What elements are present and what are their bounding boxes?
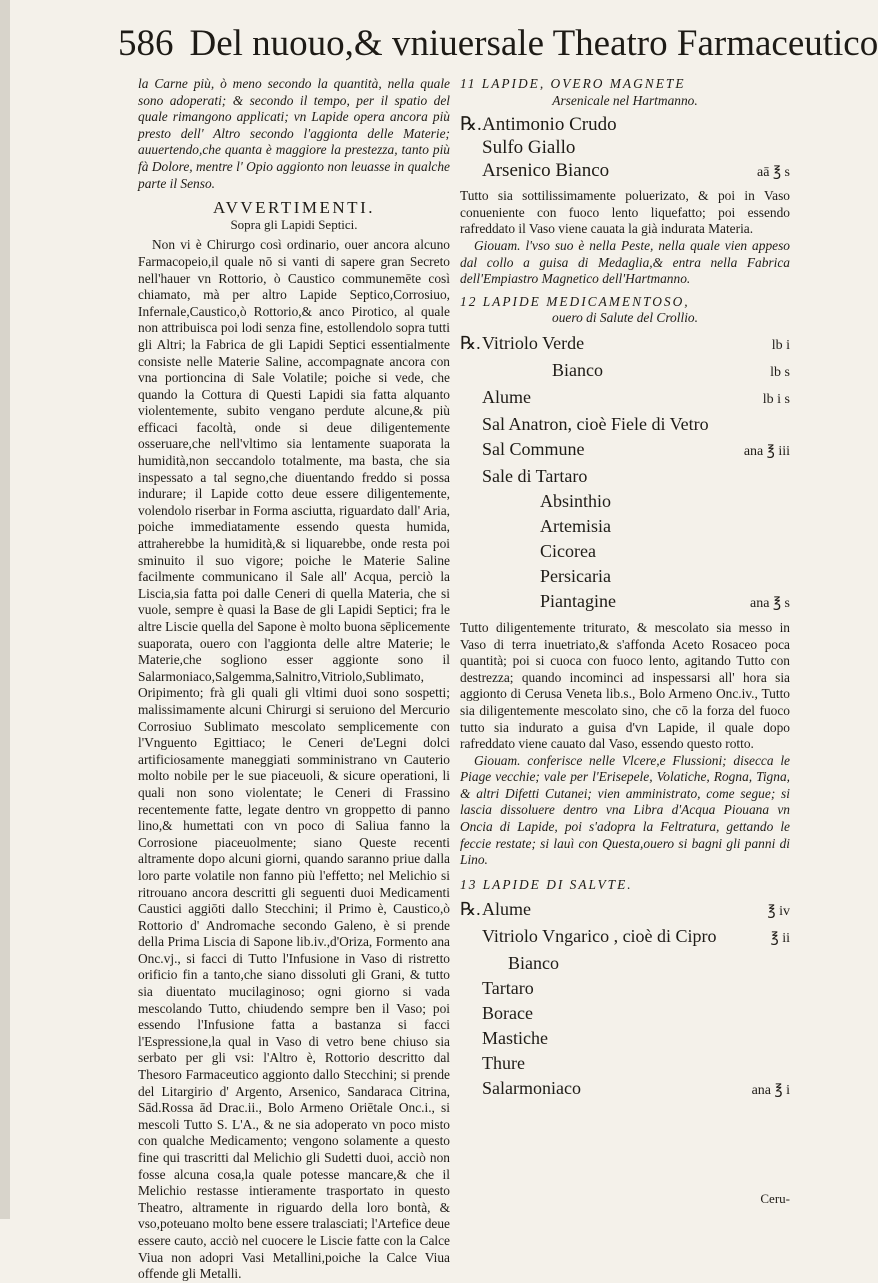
- left-column: [138, 76, 450, 1283]
- ingredient-name: Alume: [482, 899, 531, 919]
- recipe-12-ingredients: [460, 331, 790, 616]
- ingredient-row: [460, 412, 790, 437]
- ingredient-name: Absinthio: [540, 491, 611, 511]
- ingredient-row: [460, 564, 790, 589]
- ingredient-name: Sal Anatron, cioè Fiele di Vetro: [482, 414, 709, 434]
- recipe-11-ingredients: [460, 113, 790, 184]
- ingredient-name: Borace: [482, 1003, 533, 1023]
- recipe-symbol: ℞.: [460, 331, 482, 356]
- ingredient-row: [460, 464, 790, 489]
- ingredient-row: [460, 1001, 790, 1026]
- ingredient-name: Persicaria: [540, 566, 611, 586]
- ingredient-row: [460, 1076, 790, 1103]
- ingredient-row: [460, 385, 790, 412]
- ingredient-name: Sale di Tartaro: [482, 466, 587, 486]
- ingredient-name: Salarmoniaco: [482, 1078, 581, 1098]
- ingredient-name: Piantagine: [540, 591, 616, 611]
- ingredient-row: [460, 358, 790, 385]
- intro-paragraph: la Carne più, ò meno secondo la quantità, nella quale sono adoperati; & secondo il tempo, per il spatio del quale rimangono applicati; vn Lapide opera ancora più presto dell' Altro secondo l'aggionta delle Materie; auuertendo,che quanta è maggiore la prestezza, tanto più fà Dolore, mentre l' Opio aggionto non leuasse in qualche parte il Senso.: [138, 76, 450, 192]
- page-header: [118, 22, 790, 80]
- ingredient-row: [460, 1026, 790, 1051]
- ingredient-quantity: lb i: [772, 333, 790, 358]
- ingredient-row: [460, 489, 790, 514]
- ingredient-row: [460, 976, 790, 1001]
- ingredient-name: Tartaro: [482, 978, 534, 998]
- ingredient-quantity: ℥ iv: [768, 899, 790, 924]
- ingredient-row: [460, 1051, 790, 1076]
- ingredient-quantity: lb i s: [763, 387, 790, 412]
- recipe-12-note: Giouam. conferisce nelle Vlcere,e Flussioni; disecca le Piage vecchie; vale per l'Erisepele, Volatiche, Rogna, Tigna, & altri Difetti Cutanei; vien amministrato, come segue; si lascia dissoluere dentro vna Libra d'Acqua Piouana vn Oncia di Lapide, poi s'adopra la Feltratura, gettando le feccie restate; si lauì con Questa,ouero si bagni gli panni di Lino.: [460, 753, 790, 869]
- ingredient-quantity: ana ℥ iii: [744, 439, 790, 464]
- ingredient-name: Bianco: [508, 953, 559, 973]
- ingredient-row: [460, 589, 790, 616]
- ingredient-row: [460, 539, 790, 564]
- ingredient-name: Vitriolo Verde: [482, 333, 584, 353]
- ingredient-row: [460, 437, 790, 464]
- ingredient-quantity: ana ℥ s: [750, 591, 790, 616]
- right-column: [460, 76, 790, 1107]
- section-subheading: Sopra gli Lapidi Septici.: [138, 217, 450, 234]
- page-edge: [0, 0, 10, 1219]
- recipe-11-note: Giouam. l'vso suo è nella Peste, nella quale vien appeso dal collo a guisa di Medaglia,& entra nella Fabrica dell'Empiastro Magnetico dell'Hartmanno.: [460, 238, 790, 288]
- catchword: Ceru-: [760, 1191, 790, 1207]
- ingredient-quantity: aā ℥ s: [757, 161, 790, 184]
- ingredient-name: Cicorea: [540, 541, 596, 561]
- ingredient-name: Sal Commune: [482, 439, 585, 459]
- ingredient-row: [460, 113, 790, 136]
- ingredient-row: [460, 897, 790, 924]
- ingredient-name: Bianco: [552, 360, 603, 380]
- ingredient-name: Antimonio Crudo: [482, 114, 617, 135]
- ingredient-name: Mastiche: [482, 1028, 548, 1048]
- ingredient-name: Alume: [482, 387, 531, 407]
- recipe-11-text: Tutto sia sottilissimamente poluerizato, & poi in Vaso conueniente con fuoco lento liquefatto; poi essendo rafreddato il Vaso viene cauata la già indurata Materia.: [460, 188, 790, 238]
- ingredient-row: [460, 136, 790, 159]
- ingredient-row: [460, 951, 790, 976]
- recipe-symbol: ℞.: [460, 113, 482, 136]
- ingredient-row: [460, 924, 790, 951]
- recipe-symbol: ℞.: [460, 897, 482, 922]
- ingredient-name: Vitriolo Vngarico , cioè di Cipro: [482, 926, 717, 946]
- body-paragraph: Non vi è Chirurgo così ordinario, ouer ancora alcuno Farmacopeio,il quale nō si vanti di sapere gran Secreto nell'hauer vn Rottorio, ò Caustico communemēte così chiamato, mà per altro Lapide Septico,Corrosiuo, Infernale,Caustico,ò Rottorio,& anco Pirotico, al quale non attribuisca poi lodi senza fine, estollendolo sopra tutti gli Altri; la Fabrica de gli Lapidi Septici essentialmente consiste nelle Materie Saline, accompagnate ancora con vna portioncina di Sale Volatile; poiche si vede, che quando la Cottura di Questi Lapidi sia fatta alquanto violentemente, subito vengano perdute alcune,& più efficaci facoltà, onde si deue diligentemente osseruare,che nell'vltimo sia lentamente suaporata la humidità,non seccandolo totalmente, ma basta, che sia inspessato a tal segno,che diuentando freddo si possa indurare; il Lapide cotto deue essere diligentemente, volendolo riserbar in Forma asciutta, riguardato dall' Aria, poiche immediatamente essendo questa humida, attraherebbe la humidità,& si liquarebbe, onde resta poi sminuito il suo vigore; poiche le Materie Saline facilmente communicano il Sale all' Acqua, perciò la Liscia,sia fatta poi dalle Ceneri di quella Materia, che si vuole, sempre è quasi la Base de gli Lapidi Septici; fra le altre Liscie quella del Sapone è molto buona sēplicemente suaporata, ouero con l'aggionta delle altre Materie; le Materie,che sogliono esser aggionte sono il Salarmoniaco,Salgemma,Salnitro,Vitriolo,Sublimato, Oripimento; frà gli quali gli vltimi duoi sono sospetti; malissimamente alcuni Chirurgi si seruiono del Mercurio Corrosiuo Sublimato mescolato semplicemente con l'Vnguento Egittiaco; le Ceneri de'Legni dolci artificiosamente maneggiati somministrano vn Cauterio molto nobile per le sue piaceuoli, & sicure operationi, li quali non sono violentate; le Ceneri di Frassino recentemente fatte, legate dentro vn groppetto di panno lino,& humettati con vn poco di Saliua fanno la Corrosione piaceuolmente; siano Queste recenti altramente dopo alcuni giorni, quando saranno priue dalla loro parte volatile non fanno più l'effetto; nel Melichio si ritrouano ancora descritti gli seguenti duoi Medicamenti Caustici aggiōti dallo Stecchini; il Primo è, Caustico,ò Rottorio d' Andromache secondo Galeno, è si prende della Prima Liscia di Sapone lib.iv.,d'Oriza, Formento ana Onc.vj., si facci di Tutto l'Infusione in Vaso di ristretto orificio fin a tanto,che siano dissoluti gli Grani, & tutto sia diuentato mucilaginoso; ogni giorno si vada mescolando Tutto, chiudendo sempre ben il Vaso; poi essendo l'Infusione fatta a bastanza si facci l'Espressione,la qual in Vaso di vetro bene chiuso sia serbato per gli vsi: l'Altro è, Rottorio descritto dal Thesoro Farmaceutico aggionto dallo Stecchini; si prende del Litargirio d' Argento, Arsenico, Sandaraca Citrina, Sād.Rossa ād Drac.ii., Bolo Armeno Oriētale Onc.i., si mescoli Tutto S. L'A., & ne sia adoperato vn poco misto con qualche Medicamento; vengono solamente a questo fine qui trascritti dal Melichio gli Sudetti duoi, acciò non fosse alcuna cosa,la quale potesse mancare,& che il Melichio restasse intieramente trasportato in questo Theatro, altramente in riguardo della loro bontà, & vso,poteuano molto bene essere tralasciati; l'Artefice deue essere cauto, acciò nel cuocere le Liscie fatte con la Calce Viua non adopri Vasi Metallini,poiche la Calce Viua offende gli Metalli.: [138, 237, 450, 1282]
- recipe-12-subtitle: ouero di Salute del Crollio.: [460, 310, 790, 327]
- recipe-11-title: 11 LAPIDE, OVERO MAGNETE: [460, 76, 790, 93]
- ingredient-name: Artemisia: [540, 516, 611, 536]
- ingredient-quantity: ana ℥ i: [752, 1078, 790, 1103]
- recipe-11-subtitle: Arsenicale nel Hartmanno.: [460, 93, 790, 110]
- ingredient-quantity: ℥ ii: [771, 926, 790, 951]
- recipe-13-title: 13 LAPIDE DI SALVTE.: [460, 877, 790, 894]
- ingredient-quantity: lb s: [770, 360, 790, 385]
- recipe-13-ingredients: [460, 897, 790, 1103]
- ingredient-row: [460, 514, 790, 539]
- ingredient-row: [460, 331, 790, 358]
- page-number: 586: [118, 22, 174, 65]
- recipe-12-title: 12 LAPIDE MEDICAMENTOSO,: [460, 294, 790, 311]
- recipe-12-text: Tutto diligentemente triturato, & mescolato sia messo in Vaso di terra inuetriato,& s'affonda Aceto Rosaceo poca quantità; poi si cuoca con fuoco lento, agitando Tutto con destrezza; quando incominci ad inspessarsi all' hora sia aggionto di Cerusa Veneta lib.s., Bolo Armeno Onc.iv., Tutto sia diligentemente mescolato sino, che cō la forza del fuoco tutto sia indurato a guisa d'vn Lapide, il quale dopo rafreddato viene cauato dal Vaso, essendo questo rotto.: [460, 620, 790, 753]
- ingredient-name: Arsenico Bianco: [482, 160, 609, 181]
- running-title: Del nuouo,& vniuersale Theatro Farmaceutico: [190, 22, 878, 65]
- ingredient-name: Thure: [482, 1053, 525, 1073]
- section-heading: AVVERTIMENTI.: [138, 200, 450, 217]
- ingredient-row: [460, 159, 790, 184]
- ingredient-name: Sulfo Giallo: [482, 137, 575, 158]
